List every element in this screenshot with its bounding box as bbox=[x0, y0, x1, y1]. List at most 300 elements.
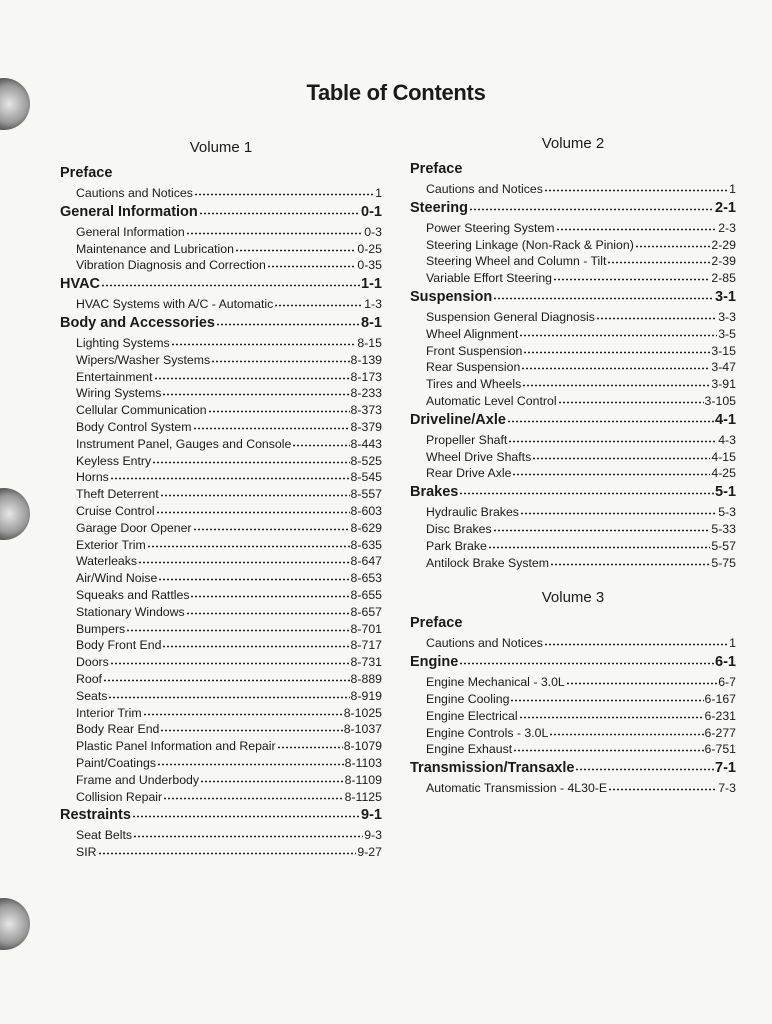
toc-entry-label: Interior Trim bbox=[76, 705, 142, 720]
toc-page-number: 4-3 bbox=[718, 432, 736, 447]
dot-leader bbox=[132, 805, 360, 818]
toc-entry-label: Plastic Panel Information and Repair bbox=[76, 739, 276, 754]
toc-page-number: 3-47 bbox=[711, 360, 736, 375]
toc-page-number: 8-525 bbox=[350, 453, 382, 468]
dot-leader bbox=[200, 770, 344, 783]
toc-page-number: 3-1 bbox=[715, 288, 736, 305]
toc-page-number: 6-1 bbox=[715, 654, 736, 671]
toc-page-number: 8-1 bbox=[361, 314, 382, 331]
toc-entry-label: Hydraulic Brakes bbox=[426, 505, 519, 520]
dot-leader bbox=[108, 686, 349, 699]
toc-entry-label: Body Front End bbox=[76, 638, 162, 653]
volume-block bbox=[410, 134, 736, 570]
toc-entry-label: Automatic Level Control bbox=[426, 393, 557, 408]
toc-entry-label: Engine Exhaust bbox=[426, 742, 513, 757]
toc-entry-label: Wheel Drive Shafts bbox=[426, 449, 532, 464]
toc-entry-row[interactable] bbox=[410, 779, 736, 796]
toc-section bbox=[60, 201, 382, 273]
dot-leader bbox=[635, 235, 711, 248]
toc-entry-label: Front Suspension bbox=[426, 343, 523, 358]
dot-leader bbox=[208, 400, 350, 413]
toc-page-number: 8-1109 bbox=[344, 772, 382, 787]
toc-page-number: 8-373 bbox=[350, 403, 382, 418]
dot-leader bbox=[110, 467, 350, 480]
toc-entry-label: Stationary Windows bbox=[76, 604, 185, 619]
toc-entry-row[interactable] bbox=[60, 620, 382, 637]
toc-entry-row[interactable] bbox=[60, 295, 382, 312]
toc-entry-row[interactable] bbox=[60, 754, 382, 771]
toc-entry-label: Cautions and Notices bbox=[426, 182, 543, 196]
toc-page-number: 3-5 bbox=[718, 326, 736, 341]
toc-page-number: 1 bbox=[375, 186, 382, 200]
dot-leader bbox=[575, 758, 714, 771]
dot-leader bbox=[493, 519, 711, 532]
toc-entry-row[interactable] bbox=[410, 503, 736, 520]
toc-page-number: 5-57 bbox=[711, 538, 736, 553]
toc-section-row[interactable] bbox=[410, 651, 736, 673]
toc-page-number: 8-1025 bbox=[343, 705, 382, 720]
toc-page-number: 4-15 bbox=[711, 449, 736, 464]
dot-leader bbox=[596, 307, 717, 320]
toc-entry-row[interactable] bbox=[60, 636, 382, 653]
toc-section-title: Body and Accessories bbox=[60, 314, 215, 331]
dot-leader bbox=[171, 333, 357, 346]
toc-column-left bbox=[60, 138, 382, 878]
toc-entry-row[interactable] bbox=[60, 468, 382, 485]
dot-leader bbox=[292, 434, 349, 447]
toc-section bbox=[410, 651, 736, 757]
toc-section-title: Preface bbox=[410, 161, 463, 177]
toc-section-row[interactable] bbox=[410, 158, 736, 180]
toc-entry-label: Cruise Control bbox=[76, 503, 155, 518]
toc-page-number: 4-25 bbox=[711, 466, 736, 481]
toc-page-number: 6-167 bbox=[704, 691, 736, 706]
toc-page-number: 1-1 bbox=[361, 276, 382, 293]
toc-page-number: 8-1079 bbox=[343, 739, 382, 754]
toc-section-row[interactable] bbox=[60, 201, 382, 223]
toc-entry-row[interactable] bbox=[410, 180, 736, 197]
dot-leader bbox=[156, 501, 350, 514]
toc-page-number: 8-1125 bbox=[344, 789, 382, 804]
toc-entry-row[interactable] bbox=[410, 431, 736, 448]
toc-page-number: 4-1 bbox=[715, 411, 736, 428]
dot-leader bbox=[160, 719, 342, 732]
dot-leader bbox=[143, 703, 343, 716]
toc-page-number: 8-443 bbox=[350, 436, 382, 451]
punch-hole bbox=[0, 488, 30, 540]
toc-entry-row[interactable] bbox=[60, 452, 382, 469]
dot-leader bbox=[163, 787, 343, 800]
dot-leader bbox=[508, 430, 717, 443]
dot-leader bbox=[199, 202, 360, 215]
toc-entry-label: Steering Wheel and Column - Tilt bbox=[426, 254, 607, 269]
toc-page-number: 6-751 bbox=[704, 742, 736, 757]
toc-entry-label: Power Steering System bbox=[426, 220, 555, 235]
toc-entry-label: Collision Repair bbox=[76, 789, 163, 804]
dot-leader bbox=[277, 736, 343, 749]
toc-entry-label: Steering Linkage (Non-Rack & Pinion) bbox=[426, 237, 634, 252]
dot-leader bbox=[186, 222, 364, 235]
toc-entry-label: Maintenance and Lubrication bbox=[76, 241, 234, 256]
toc-entry-row[interactable] bbox=[410, 537, 736, 554]
toc-entry-label: Wheel Alignment bbox=[426, 326, 519, 341]
toc-entry-row[interactable] bbox=[60, 256, 382, 273]
toc-entry-label: Squeaks and Rattles bbox=[76, 587, 190, 602]
toc-entry-label: Propeller Shaft bbox=[426, 432, 508, 447]
toc-section-title: Transmission/Transaxle bbox=[410, 760, 575, 777]
toc-page-number: 0-25 bbox=[357, 241, 382, 256]
toc-entry-row[interactable] bbox=[60, 603, 382, 620]
toc-entry-row[interactable] bbox=[60, 240, 382, 257]
toc-page-number: 8-603 bbox=[350, 503, 382, 518]
toc-entry-row[interactable] bbox=[410, 219, 736, 236]
dot-leader bbox=[138, 551, 350, 564]
toc-entry-label: Bumpers bbox=[76, 621, 126, 636]
toc-entry-row[interactable] bbox=[60, 485, 382, 502]
toc-entry-label: Cautions and Notices bbox=[76, 186, 193, 200]
toc-entry-row[interactable] bbox=[60, 368, 382, 385]
dot-leader bbox=[523, 341, 710, 354]
dot-leader bbox=[512, 463, 710, 476]
toc-entry-row[interactable] bbox=[410, 236, 736, 253]
toc-entry-row[interactable] bbox=[410, 252, 736, 269]
toc-entry-row[interactable] bbox=[60, 670, 382, 687]
toc-entry-row[interactable] bbox=[60, 334, 382, 351]
toc-entry-row[interactable] bbox=[410, 308, 736, 325]
dot-leader bbox=[103, 669, 350, 682]
dot-leader bbox=[157, 753, 344, 766]
toc-entry-label: Park Brake bbox=[426, 538, 487, 553]
toc-entry-row[interactable] bbox=[60, 401, 382, 418]
toc-entry-label: Cellular Communication bbox=[76, 403, 207, 418]
dot-leader bbox=[459, 482, 714, 495]
dot-leader bbox=[190, 585, 349, 598]
toc-entry-row[interactable] bbox=[60, 704, 382, 721]
toc-column-right bbox=[410, 134, 736, 814]
dot-leader bbox=[607, 251, 710, 264]
toc-page-number: 2-85 bbox=[711, 271, 736, 286]
dot-leader bbox=[193, 518, 350, 531]
toc-entry-label: Variable Effort Steering bbox=[426, 271, 553, 286]
toc-page-number: 3-105 bbox=[704, 393, 736, 408]
toc-entry-row[interactable] bbox=[60, 771, 382, 788]
toc-page-number: 8-1103 bbox=[344, 755, 382, 770]
toc-entry-label: Roof bbox=[76, 671, 102, 686]
toc-entry-row[interactable] bbox=[60, 536, 382, 553]
toc-section bbox=[410, 481, 736, 570]
dot-leader bbox=[162, 383, 349, 396]
dot-leader bbox=[110, 652, 350, 665]
volume-heading: Volume 2 bbox=[541, 135, 605, 152]
toc-entry-label: Engine Mechanical - 3.0L bbox=[426, 675, 565, 690]
toc-section bbox=[60, 804, 382, 860]
dot-leader bbox=[510, 689, 703, 702]
toc-entry-label: Seats bbox=[76, 688, 108, 703]
toc-page-number: 1 bbox=[729, 636, 736, 651]
toc-page-number: 8-919 bbox=[350, 688, 382, 703]
toc-page-number: 8-657 bbox=[350, 604, 382, 619]
toc-page-number: 5-33 bbox=[711, 521, 736, 536]
toc-entry-row[interactable] bbox=[60, 843, 382, 860]
toc-entry-label: Wipers/Washer Systems bbox=[76, 352, 211, 367]
toc-entry-row[interactable] bbox=[410, 448, 736, 465]
toc-page-number: 8-173 bbox=[350, 369, 382, 384]
toc-page-number: 8-15 bbox=[357, 335, 382, 350]
toc-section-title: Engine bbox=[410, 654, 459, 671]
toc-page-number: 8-717 bbox=[350, 638, 382, 653]
toc-page-number: 8-647 bbox=[350, 554, 382, 569]
punch-hole bbox=[0, 898, 30, 950]
dot-leader bbox=[556, 218, 718, 231]
dot-leader bbox=[513, 739, 703, 752]
toc-page-number: 7-3 bbox=[718, 781, 736, 796]
toc-section bbox=[410, 158, 736, 197]
toc-page-number: 8-557 bbox=[350, 487, 382, 502]
toc-page-number: 1-3 bbox=[364, 297, 382, 312]
dot-leader bbox=[608, 778, 717, 791]
toc-entry-row[interactable] bbox=[60, 184, 382, 201]
toc-entry-label: Rear Drive Axle bbox=[426, 466, 512, 481]
dot-leader bbox=[488, 536, 711, 549]
toc-page-number: 8-139 bbox=[350, 352, 382, 367]
toc-entry-row[interactable] bbox=[410, 740, 736, 757]
toc-page-number: 8-629 bbox=[350, 520, 382, 535]
toc-entry-row[interactable] bbox=[410, 392, 736, 409]
toc-entry-label: General Information bbox=[76, 224, 185, 239]
toc-section-row[interactable] bbox=[410, 481, 736, 503]
toc-section bbox=[60, 312, 382, 804]
dot-leader bbox=[553, 268, 710, 281]
toc-entry-label: Lighting Systems bbox=[76, 335, 170, 350]
toc-entry-row[interactable] bbox=[60, 569, 382, 586]
toc-entry-row[interactable] bbox=[60, 687, 382, 704]
dot-leader bbox=[566, 672, 717, 685]
toc-entry-row[interactable] bbox=[410, 358, 736, 375]
toc-page-number: 2-3 bbox=[718, 220, 736, 235]
dot-leader bbox=[493, 287, 714, 300]
toc-entry-label: Body Rear End bbox=[76, 722, 160, 737]
toc-page-number: 1 bbox=[729, 182, 736, 196]
toc-section-title: Brakes bbox=[410, 484, 459, 501]
toc-entry-label: Seat Belts bbox=[76, 828, 133, 843]
toc-entry-row[interactable] bbox=[410, 375, 736, 392]
toc-entry-row[interactable] bbox=[410, 325, 736, 342]
toc-section-row[interactable] bbox=[410, 757, 736, 779]
toc-section-row[interactable] bbox=[410, 409, 736, 431]
dot-leader bbox=[519, 324, 717, 337]
toc-entry-row[interactable] bbox=[60, 826, 382, 843]
toc-entry-label: Frame and Underbody bbox=[76, 772, 200, 787]
toc-entry-label: Automatic Transmission - 4L30-E bbox=[426, 781, 608, 796]
dot-leader bbox=[133, 825, 363, 838]
toc-page-number: 5-75 bbox=[711, 555, 736, 570]
toc-section-row[interactable] bbox=[60, 312, 382, 334]
volume-heading: Volume 3 bbox=[541, 589, 605, 607]
toc-entry-label: Body Control System bbox=[76, 419, 192, 434]
toc-entry-row[interactable] bbox=[60, 552, 382, 569]
toc-section-title: Steering bbox=[410, 199, 469, 216]
toc-entry-row[interactable] bbox=[410, 464, 736, 481]
toc-entry-row[interactable] bbox=[60, 384, 382, 401]
toc-page-number: 2-1 bbox=[715, 199, 736, 216]
toc-page-number: 6-231 bbox=[704, 708, 736, 723]
toc-page-number: 8-655 bbox=[350, 587, 382, 602]
toc-entry-label: Theft Deterrent bbox=[76, 487, 159, 502]
toc-entry-row[interactable] bbox=[60, 720, 382, 737]
toc-section bbox=[410, 757, 736, 796]
toc-section bbox=[410, 197, 736, 286]
dot-leader bbox=[126, 619, 349, 632]
toc-entry-row[interactable] bbox=[60, 737, 382, 754]
toc-entry-label: Cautions and Notices bbox=[426, 636, 543, 651]
toc-entry-row[interactable] bbox=[60, 418, 382, 435]
toc-section-row[interactable] bbox=[410, 286, 736, 308]
dot-leader bbox=[101, 274, 360, 287]
dot-leader bbox=[549, 723, 703, 736]
toc-page-number: 0-1 bbox=[361, 203, 382, 220]
toc-entry-row[interactable] bbox=[60, 351, 382, 368]
toc-section-row[interactable] bbox=[60, 273, 382, 295]
toc-page-number: 0-35 bbox=[357, 258, 382, 273]
toc-section-title: Driveline/Axle bbox=[410, 411, 506, 428]
dot-leader bbox=[147, 535, 350, 548]
toc-entry-label: Exterior Trim bbox=[76, 537, 146, 552]
toc-entry-row[interactable] bbox=[410, 690, 736, 707]
toc-entry-label: Disc Brakes bbox=[426, 521, 492, 536]
volume-heading: Volume 1 bbox=[189, 139, 253, 156]
dot-leader bbox=[267, 255, 357, 268]
toc-entry-row[interactable] bbox=[410, 520, 736, 537]
toc-entry-row[interactable] bbox=[410, 634, 736, 651]
toc-section-title: General Information bbox=[60, 203, 198, 220]
dot-leader bbox=[520, 502, 717, 515]
toc-entry-row[interactable] bbox=[410, 707, 736, 724]
toc-entry-row[interactable] bbox=[410, 269, 736, 286]
toc-section-title: HVAC bbox=[60, 276, 101, 293]
toc-entry-label: Keyless Entry bbox=[76, 453, 152, 468]
toc-entry-label: Garage Door Opener bbox=[76, 520, 192, 535]
toc-page-number: 5-1 bbox=[715, 484, 736, 501]
dot-leader bbox=[98, 842, 357, 855]
toc-entry-label: Doors bbox=[76, 655, 109, 670]
toc-page-number: 2-29 bbox=[711, 237, 736, 252]
toc-page-number: 3-15 bbox=[711, 343, 736, 358]
dot-leader bbox=[459, 652, 714, 665]
toc-entry-row[interactable] bbox=[410, 342, 736, 359]
toc-entry-row[interactable] bbox=[60, 653, 382, 670]
dot-leader bbox=[211, 350, 349, 363]
dot-leader bbox=[469, 198, 714, 211]
dot-leader bbox=[154, 367, 350, 380]
toc-page-number: 9-1 bbox=[361, 807, 382, 824]
toc-section bbox=[60, 162, 382, 201]
toc-entry-label: Rear Suspension bbox=[426, 360, 521, 375]
toc-page-number: 9-27 bbox=[357, 845, 382, 860]
toc-page-number: 8-1037 bbox=[343, 722, 382, 737]
toc-entry-row[interactable] bbox=[410, 724, 736, 741]
dot-leader bbox=[162, 635, 349, 648]
dot-leader bbox=[519, 706, 704, 719]
toc-entry-label: Suspension General Diagnosis bbox=[426, 309, 595, 324]
toc-page-number: 8-233 bbox=[350, 386, 382, 401]
toc-entry-row[interactable] bbox=[410, 673, 736, 690]
toc-page-number: 3-91 bbox=[711, 377, 736, 392]
dot-leader bbox=[544, 633, 728, 646]
toc-page-number: 9-3 bbox=[364, 828, 382, 843]
dot-leader bbox=[532, 447, 710, 460]
toc-page-number: 2-39 bbox=[711, 254, 736, 269]
toc-entry-row[interactable] bbox=[60, 502, 382, 519]
toc-entry-label: Tires and Wheels bbox=[426, 377, 522, 392]
volume-block bbox=[60, 138, 382, 860]
toc-page-number: 8-635 bbox=[350, 537, 382, 552]
toc-page-number: 8-701 bbox=[350, 621, 382, 636]
dot-leader bbox=[550, 553, 710, 566]
volume-block bbox=[410, 588, 736, 796]
toc-entry-row[interactable] bbox=[60, 223, 382, 240]
dot-leader bbox=[158, 568, 349, 581]
toc-entry-label: Engine Cooling bbox=[426, 691, 510, 706]
dot-leader bbox=[507, 410, 714, 423]
toc-page-number: 5-3 bbox=[718, 505, 736, 520]
toc-page-number: 7-1 bbox=[715, 760, 736, 777]
toc-entry-label: Paint/Coatings bbox=[76, 755, 156, 770]
toc-entry-label: HVAC Systems with A/C - Automatic bbox=[76, 297, 274, 312]
toc-entry-row[interactable] bbox=[60, 788, 382, 805]
toc-entry-label: Instrument Panel, Gauges and Console bbox=[76, 436, 292, 451]
toc-page-number: 3-3 bbox=[718, 309, 736, 324]
toc-entry-label: Engine Electrical bbox=[426, 708, 518, 723]
toc-page-number: 0-3 bbox=[364, 224, 382, 239]
toc-entry-label: Entertainment bbox=[76, 369, 153, 384]
dot-leader bbox=[522, 374, 710, 387]
toc-section-title: Restraints bbox=[60, 807, 131, 824]
toc-section bbox=[410, 409, 736, 481]
toc-page-number: 6-7 bbox=[718, 675, 736, 690]
dot-leader bbox=[235, 239, 356, 252]
dot-leader bbox=[193, 417, 350, 430]
toc-section bbox=[60, 273, 382, 312]
toc-entry-label: Engine Controls - 3.0L bbox=[426, 725, 549, 740]
dot-leader bbox=[186, 602, 350, 615]
toc-section-row[interactable] bbox=[60, 162, 382, 184]
page-title: Table of Contents bbox=[306, 80, 486, 105]
toc-entry-row[interactable] bbox=[60, 586, 382, 603]
toc-section-row[interactable] bbox=[410, 197, 736, 219]
toc-page-number: 6-277 bbox=[704, 725, 736, 740]
toc-section bbox=[410, 286, 736, 409]
dot-leader bbox=[160, 484, 350, 497]
toc-page-number: 8-653 bbox=[350, 571, 382, 586]
dot-leader bbox=[152, 451, 349, 464]
dot-leader bbox=[194, 183, 374, 196]
toc-entry-label: SIR bbox=[76, 845, 97, 860]
toc-section-title: Preface bbox=[410, 615, 463, 632]
toc-section-title: Preface bbox=[60, 165, 113, 181]
toc-entry-label: Waterleaks bbox=[76, 554, 138, 569]
toc-section-row[interactable] bbox=[60, 804, 382, 826]
toc-entry-row[interactable] bbox=[410, 554, 736, 571]
toc-entry-label: Vibration Diagnosis and Correction bbox=[76, 258, 266, 273]
toc-entry-row[interactable] bbox=[60, 435, 382, 452]
toc-page-number: 8-731 bbox=[350, 655, 382, 670]
dot-leader bbox=[274, 294, 363, 307]
toc-entry-row[interactable] bbox=[60, 519, 382, 536]
toc-page-number: 8-889 bbox=[350, 671, 382, 686]
dot-leader bbox=[216, 313, 360, 326]
toc-section-row[interactable] bbox=[410, 612, 736, 634]
toc-entry-label: Air/Wind Noise bbox=[76, 571, 158, 586]
